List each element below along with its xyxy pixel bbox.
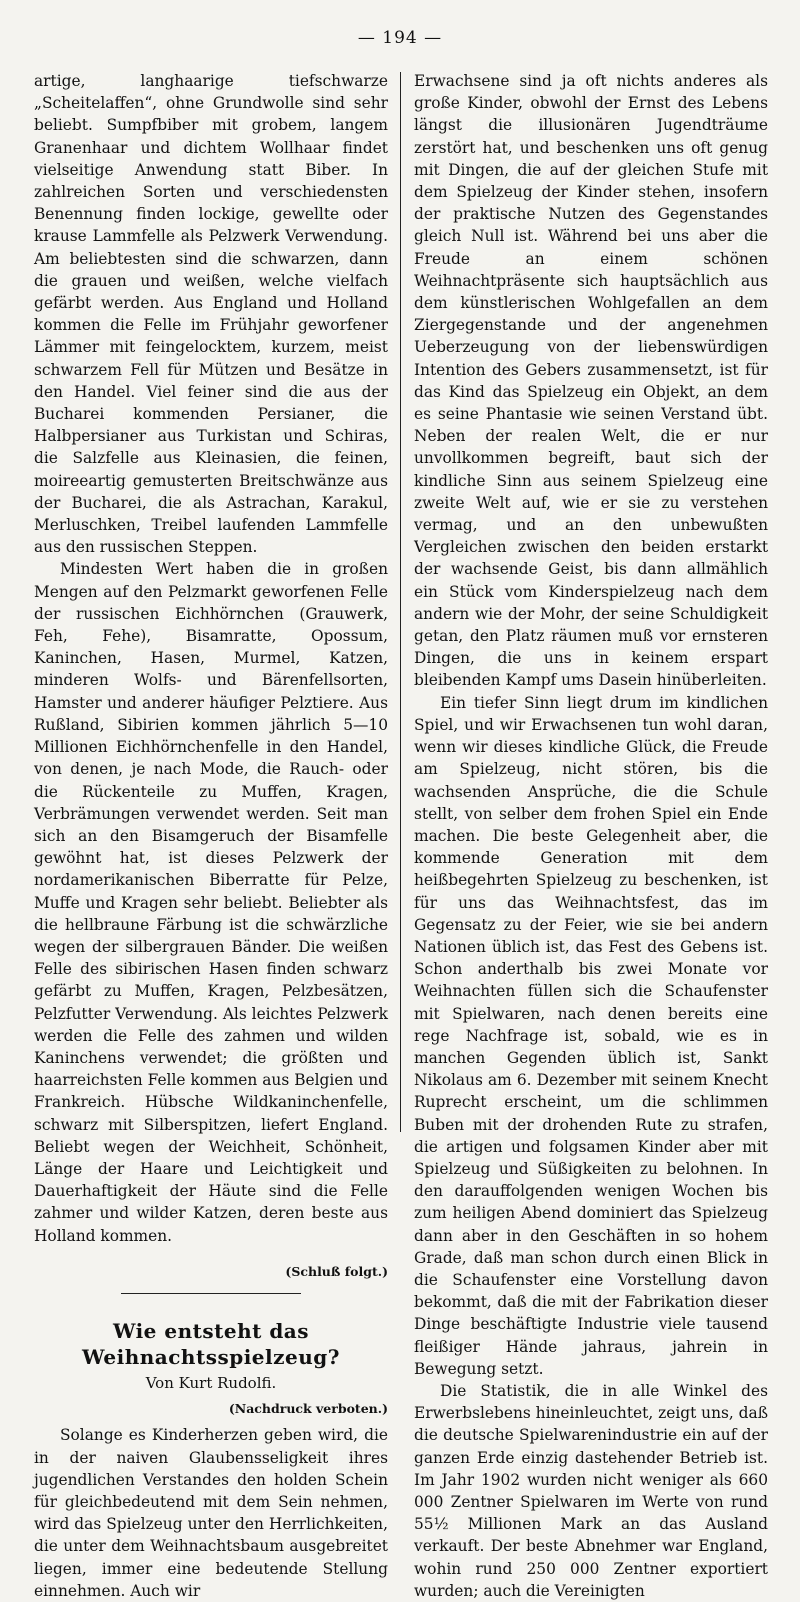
page-number: — 194 — <box>357 28 443 48</box>
reprint-note: (Nachdruck verboten.) <box>228 1401 388 1417</box>
section-divider <box>121 1293 301 1294</box>
paragraph: Erwachsene sind ja oft nichts anderes als große Kinder, obwohl der Ernst des Lebens längst die illusionären Jugendträume zerstört hat, und beschenken uns oft genug mit Dingen, die auf der gleichen Stufe mit dem Spielzeug der Kinder stehen, insofern der praktische Nutzen des Gegenstandes gleich Null ist. Während bei uns aber die Freude an einem schönen Weihnachtpräsente sich hauptsächlich aus dem künstlerischen Wohlgefallen an dem Ziergegenstande und der angenehmen Ueberzeugung von der liebenswürdigen Intention des Gebers zusammensetzt, ist für das Kind das Spielzeug ein Objekt, an dem es seine Phantasie wie seinen Verstand übt. Neben der realen Welt, die er nur unvollkommen begreift, baut sich der kindliche Sinn aus seinem Spielzeug eine zweite Welt auf, wie er sie zu verstehen vermag, und an den unbewußten Vergleichen zwischen den beiden erstarkt der wachsende Geist, bis dann allmählich ein Stück vom Kinderspielzeug nach dem andern wie der Mohr, der seine Schuldigkeit getan, den Platz räumen muß vor ernsteren Dingen, die uns in keinem erspart bleibenden Kampf ums Dasein hinüberleiten. <box>414 72 768 690</box>
article-author: Von Kurt Rudolfi. <box>145 1373 277 1392</box>
article-title: Wie entsteht das Weihnachtsspielzeug? <box>82 1318 340 1369</box>
to-be-continued-note: (Schluß folgt.) <box>285 1263 388 1279</box>
paragraph: Mindesten Wert haben die in großen Mengen auf den Pelzmarkt geworfenen Felle der russischen Eichhörnchen (Grauwerk, Feh, Fehe), Bisamratte, Opossum, Kaninchen, Hasen, Murmel, Katzen, minderen Wolfs- und Bärenfellsorten, Hamster und anderer häufiger Pelztiere. Aus Rußland, Sibirien kommen jährlich 5—10 Millionen Eichhörnchenfelle in den Handel, von denen, je nach Mode, die Rauch- oder die Rückenteile zu Muffen, Kragen, Verbrämungen verwendet werden. Seit man sich an den Bisamgeruch der Bisamfelle gewöhnt hat, ist dieses Pelzwerk der nordamerikanischen Biberratte für Pelze, Muffe und Kragen sehr beliebt. Beliebter als die hellbraune Färbung ist die schwärzliche wegen der silbergrauen Bänder. Die weißen Felle des sibirischen Hasen finden schwarz gefärbt zu Muffen, Kragen, Pelzbesätzen, Pelzfutter Verwendung. Als leichtes Pelzwerk werden die Felle des zahmen und wilden Kaninchens verwendet; die größten und haarreichsten Felle kommen aus Belgien und Frankreich. Hübsche Wildkaninchenfelle, schwarz mit Silberspitzen, liefert England. Beliebt wegen der Weichheit, Schönheit, Länge der Haare und Leichtigkeit und Dauerhaftigkeit der Häute sind die Felle zahmer und wilder Katzen, deren beste aus Holland kommen. <box>34 560 388 1245</box>
paragraph: Solange es Kinderherzen geben wird, die in der naiven Glaubensseligkeit ihres jugendlichen Verstandes den holden Schein für gleichbedeutend mit dem Sein nehmen, wird das Spielzeug unter den Herrlichkeiten, die unter dem Weihnachtsbaum ausgebreitet liegen, immer eine bedeutende Stellung einnehmen. Auch wir <box>34 1426 388 1600</box>
paragraph: Die Statistik, die in alle Winkel des Erwerbslebens hineinleuchtet, zeigt uns, daß die deutsche Spielwarenindustrie ein auf der ganzen Erde einzig dastehender Betrieb ist. Im Jahr 1902 wurden nicht weniger als 660 000 Zentner Spielwaren im Werte von rund 55½ Millionen Mark an das Ausland verkauft. Der beste Abnehmer war England, wohin rund 250 000 Zentner exportiert wurden; auch die Vereinigten <box>414 1381 768 1600</box>
paragraph: artige, langhaarige tiefschwarze „Scheitelaffen“, ohne Grundwolle sind sehr beliebt. Sumpfbiber mit grobem, langem Granenhaar und dichtem Wollhaar findet vielseitige Anwendung statt Biber. In zahlreichen Sorten und verschiedensten Benennung finden lockige, gewellte oder krause Lammfelle als Pelzwerk Verwendung. Am beliebtesten sind die schwarzen, dann die grauen und weißen, welche vielfach gefärbt werden. Aus England und Holland kommen die Felle im Frühjahr geworfener Lämmer mit feingelocktem, kurzem, meist schwarzem Fell für Mützen und Besätze in den Handel. Viel feiner sind die aus der Bucharei kommenden Persianer, die Halbpersianer aus Turkistan und Schiras, die Salzfelle aus Kleinasien, die feinen, moireeartig gemusterten Breitschwänze aus der Bucharei, die als Astrachan, Karakul, Merluschken, Treibel laufenden Lammfelle aus den russischen Steppen. <box>34 72 388 557</box>
left-column <box>34 70 388 1602</box>
right-column <box>414 70 768 1602</box>
paragraph: Ein tiefer Sinn liegt drum im kindlichen Spiel, und wir Erwachsenen tun wohl daran, wenn wir dieses kindliche Glück, die Freude am Spielzeug, nicht stören, bis die wachsenden Ansprüche, die die Schule stellt, von selber dem frohen Spiel ein Ende machen. Die beste Gelegenheit aber, die kommende Generation mit dem heißbegehrten Spielzeug zu beschenken, ist für uns das Weihnachtsfest, das im Gegensatz zu der Feier, wie sie bei andern Nationen üblich ist, das Fest des Gebens ist. Schon anderthalb bis zwei Monate vor Weihnachten füllen sich die Schaufenster mit Spielwaren, nach denen bereits eine rege Nachfrage ist, sobald, wie es in manchen Gegenden üblich ist, Sankt Nikolaus am 6. Dezember mit seinem Knecht Ruprecht erscheint, um die schlimmen Buben mit der drohenden Rute zu strafen, die artigen und folgsamen Kinder aber mit Spielzeug und Süßigkeiten zu belohnen. In den darauffolgenden wenigen Wochen bis zum heiligen Abend dominiert das Spielzeug dann aber in den Geschäften in so hohem Grade, daß man schon durch einen Blick in die Schaufenster eine Vorstellung davon bekommt, daß die mit der Fabrikation dieser Dinge beschäftigte Industrie viele tausend fleißiger Hände jahraus, jahrein in Bewegung setzt. <box>414 693 768 1378</box>
column-divider <box>400 72 401 1132</box>
